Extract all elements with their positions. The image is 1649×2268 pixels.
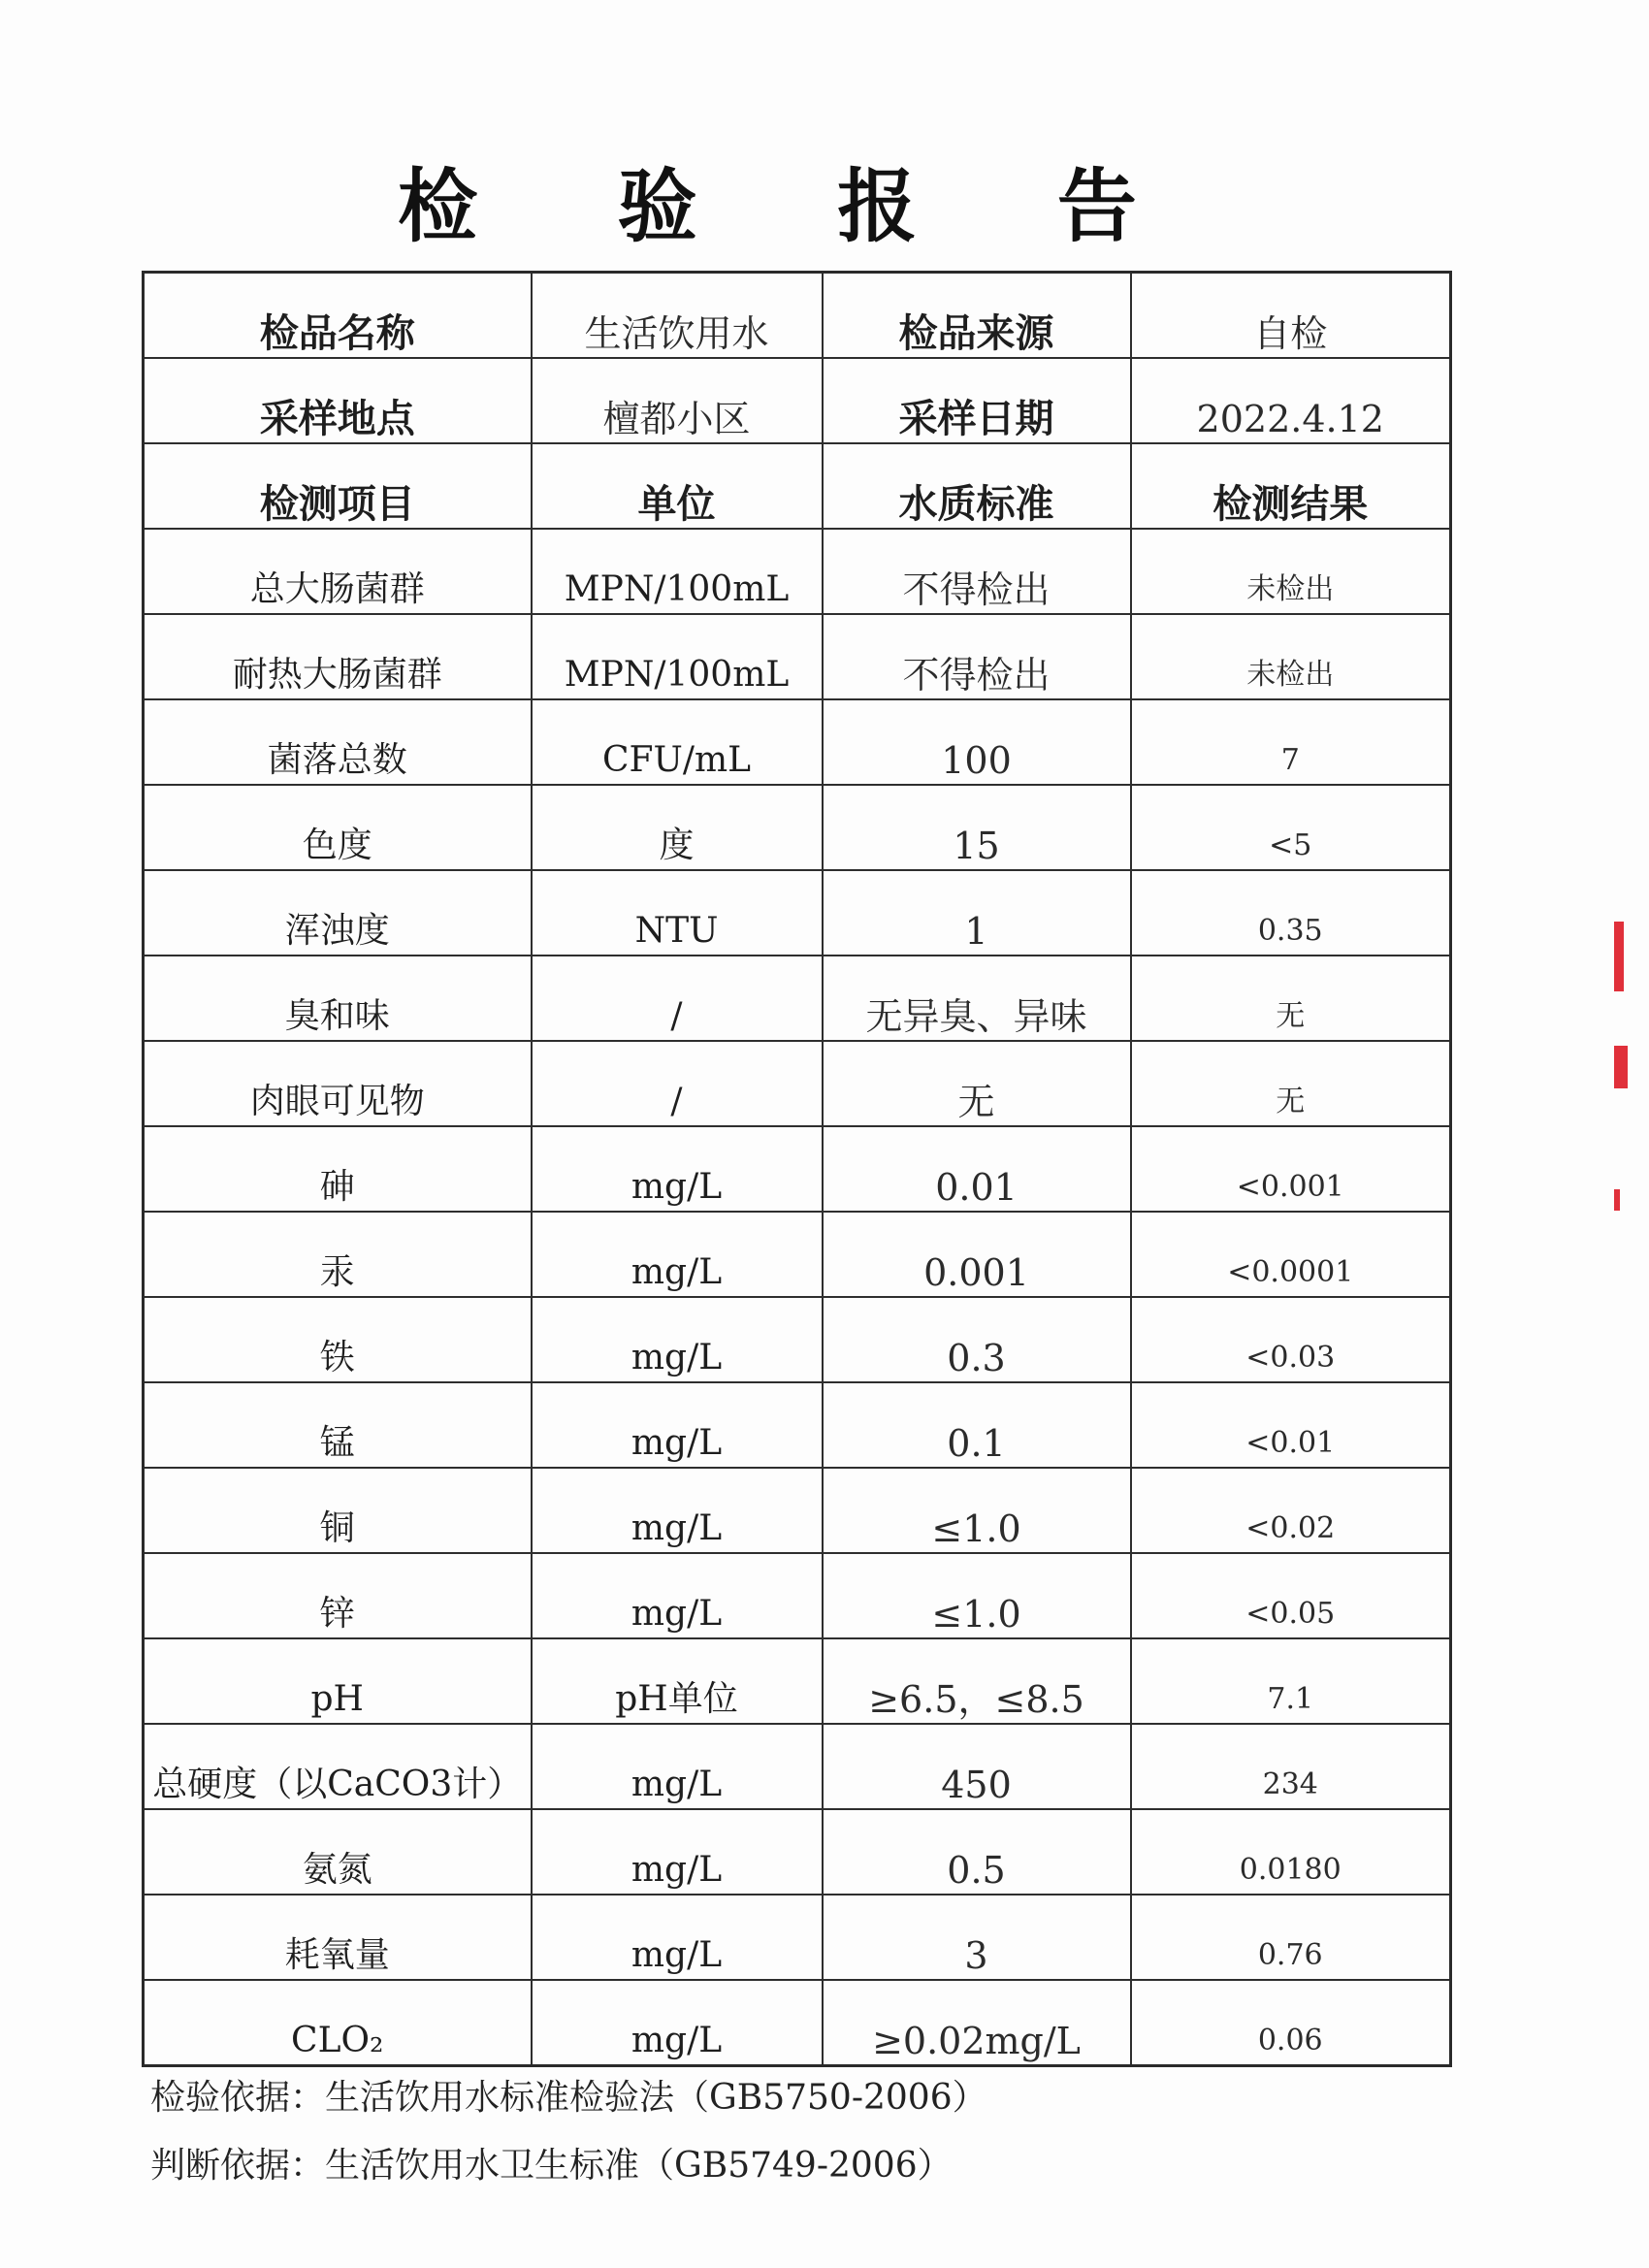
table-row — [144, 956, 1451, 1041]
test-item-name: 汞 — [144, 1212, 532, 1297]
test-item-standard: ≥0.02mg/L — [823, 1980, 1131, 2066]
test-item-name: 砷 — [144, 1126, 532, 1212]
inspection-basis: 检验依据：生活饮用水标准检验法（GB5750-2006） — [150, 2078, 987, 2118]
test-item-standard: 3 — [823, 1895, 1131, 1980]
test-item-result: 7.1 — [1131, 1638, 1451, 1724]
table-row — [144, 1724, 1451, 1809]
table-row — [144, 1553, 1451, 1638]
test-item-result: 未检出 — [1131, 614, 1451, 699]
test-item-standard: 0.1 — [823, 1382, 1131, 1468]
test-item-standard: 不得检出 — [823, 529, 1131, 614]
sampling-location-label: 采样地点 — [144, 358, 532, 443]
test-item-standard: ≥6.5，≤8.5 — [823, 1638, 1131, 1724]
test-item-result: 0.06 — [1131, 1980, 1451, 2066]
test-item-name: 浑浊度 — [144, 870, 532, 956]
sample-source-label: 检品来源 — [823, 273, 1131, 359]
column-header-item: 检测项目 — [144, 443, 532, 529]
test-item-unit: mg/L — [532, 1809, 823, 1895]
test-item-name: 铜 — [144, 1468, 532, 1553]
test-item-unit: / — [532, 956, 823, 1041]
stamp-edge-mark — [1614, 922, 1624, 991]
stamp-edge-mark — [1614, 1046, 1628, 1088]
test-item-name: 锰 — [144, 1382, 532, 1468]
table-row — [144, 1041, 1451, 1126]
table-row — [144, 1297, 1451, 1382]
test-item-name: 耐热大肠菌群 — [144, 614, 532, 699]
sampling-location-value: 檀都小区 — [532, 358, 823, 443]
test-item-name: 总大肠菌群 — [144, 529, 532, 614]
table-row — [144, 1126, 1451, 1212]
test-item-unit: mg/L — [532, 1382, 823, 1468]
test-item-standard: 0.01 — [823, 1126, 1131, 1212]
test-item-standard: 无 — [823, 1041, 1131, 1126]
table-row — [144, 1895, 1451, 1980]
test-item-result: 0.35 — [1131, 870, 1451, 956]
test-item-unit: mg/L — [532, 1724, 823, 1809]
header-row-sample-name — [144, 273, 1451, 359]
test-item-unit: mg/L — [532, 1126, 823, 1212]
stamp-edge-mark — [1614, 1189, 1620, 1211]
report-title: 检 验 报 告 — [398, 161, 1193, 253]
test-item-name: 菌落总数 — [144, 699, 532, 785]
table-row — [144, 870, 1451, 956]
test-item-name: 耗氧量 — [144, 1895, 532, 1980]
report-table — [142, 271, 1452, 2067]
test-item-unit: pH单位 — [532, 1638, 823, 1724]
table-row — [144, 529, 1451, 614]
test-item-unit: / — [532, 1041, 823, 1126]
table-row — [144, 1212, 1451, 1297]
test-item-unit: MPN/100mL — [532, 529, 823, 614]
column-header-result: 检测结果 — [1131, 443, 1451, 529]
test-item-unit: CFU/mL — [532, 699, 823, 785]
test-item-standard: 不得检出 — [823, 614, 1131, 699]
test-item-result: 未检出 — [1131, 529, 1451, 614]
test-item-result: 7 — [1131, 699, 1451, 785]
test-item-result: <0.01 — [1131, 1382, 1451, 1468]
header-row-sampling — [144, 358, 1451, 443]
column-header-row — [144, 443, 1451, 529]
test-item-name: 色度 — [144, 785, 532, 870]
test-item-result: <0.05 — [1131, 1553, 1451, 1638]
test-item-result: <0.03 — [1131, 1297, 1451, 1382]
table-row — [144, 1638, 1451, 1724]
test-item-standard: 100 — [823, 699, 1131, 785]
test-item-unit: MPN/100mL — [532, 614, 823, 699]
test-item-standard: ≤1.0 — [823, 1468, 1131, 1553]
test-item-result: 无 — [1131, 956, 1451, 1041]
test-item-name: 锌 — [144, 1553, 532, 1638]
test-item-standard: 0.3 — [823, 1297, 1131, 1382]
sampling-date-label: 采样日期 — [823, 358, 1131, 443]
table-row — [144, 614, 1451, 699]
test-item-unit: mg/L — [532, 1895, 823, 1980]
table-row — [144, 1809, 1451, 1895]
test-item-unit: NTU — [532, 870, 823, 956]
test-item-result: 0.0180 — [1131, 1809, 1451, 1895]
test-item-unit: mg/L — [532, 1212, 823, 1297]
test-item-unit: mg/L — [532, 1553, 823, 1638]
sampling-date-value: 2022.4.12 — [1131, 358, 1451, 443]
test-item-standard: 450 — [823, 1724, 1131, 1809]
test-item-name: 总硬度（以CaCO3计） — [144, 1724, 532, 1809]
test-item-name: 氨氮 — [144, 1809, 532, 1895]
test-item-standard: 0.001 — [823, 1212, 1131, 1297]
test-item-standard: 0.5 — [823, 1809, 1131, 1895]
sample-name-label: 检品名称 — [144, 273, 532, 359]
test-item-result: 234 — [1131, 1724, 1451, 1809]
test-item-result: <5 — [1131, 785, 1451, 870]
test-item-unit: mg/L — [532, 1297, 823, 1382]
column-header-unit: 单位 — [532, 443, 823, 529]
sample-name-value: 生活饮用水 — [532, 273, 823, 359]
report-notes — [150, 2064, 987, 2200]
test-item-standard: 1 — [823, 870, 1131, 956]
test-item-unit: mg/L — [532, 1980, 823, 2066]
table-row — [144, 1468, 1451, 1553]
test-item-name: CLO₂ — [144, 1980, 532, 2066]
test-item-result: <0.02 — [1131, 1468, 1451, 1553]
test-item-result: 无 — [1131, 1041, 1451, 1126]
test-item-standard: ≤1.0 — [823, 1553, 1131, 1638]
test-item-result: <0.001 — [1131, 1126, 1451, 1212]
test-item-name: pH — [144, 1638, 532, 1724]
test-item-name: 铁 — [144, 1297, 532, 1382]
test-item-unit: 度 — [532, 785, 823, 870]
test-item-name: 肉眼可见物 — [144, 1041, 532, 1126]
table-row — [144, 1980, 1451, 2066]
column-header-standard: 水质标准 — [823, 443, 1131, 529]
test-item-result: <0.0001 — [1131, 1212, 1451, 1297]
test-item-result: 0.76 — [1131, 1895, 1451, 1980]
sample-source-value: 自检 — [1131, 273, 1451, 359]
test-item-standard: 无异臭、异味 — [823, 956, 1131, 1041]
table-row — [144, 1382, 1451, 1468]
table-row — [144, 785, 1451, 870]
table-row — [144, 699, 1451, 785]
judgement-basis: 判断依据：生活饮用水卫生标准（GB5749-2006） — [150, 2146, 953, 2186]
test-item-unit: mg/L — [532, 1468, 823, 1553]
test-item-name: 臭和味 — [144, 956, 532, 1041]
test-item-standard: 15 — [823, 785, 1131, 870]
